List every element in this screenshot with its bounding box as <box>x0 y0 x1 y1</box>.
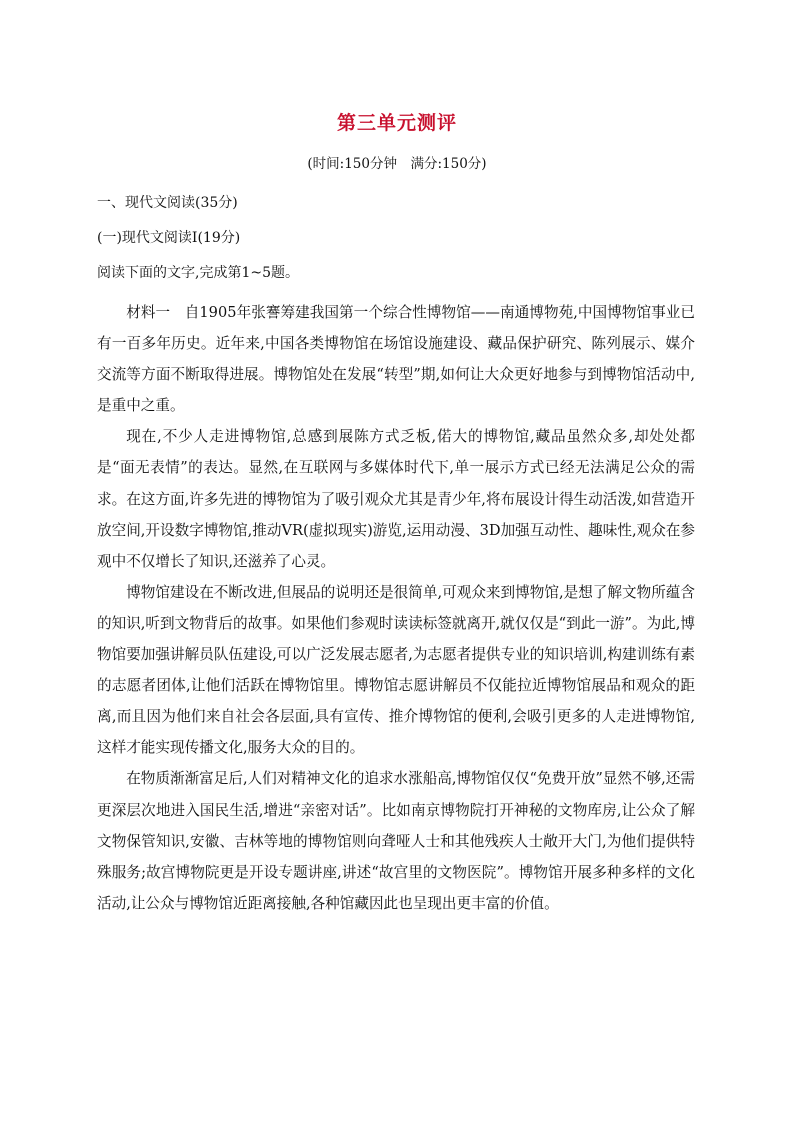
passage-paragraph-2: 现在,不少人走进博物馆,总感到展陈方式乏板,偌大的博物馆,藏品虽然众多,却处处都是“面无表情”的表达。显然,在互联网与多媒体时代下,单一展示方式已经无法满足公众的需求。在这方面,许多先进的博物馆为了吸引观众尤其是青少年,将布展设计得生动活泼,如营造开放空间,开设数字博物馆,推动VR(虚拟现实)游览,运用动漫、3D加强互动性、趣味性,观众在参观中不仅增长了知识,还滋养了心灵。 <box>97 428 695 570</box>
reading-passage <box>97 297 695 919</box>
passage-paragraph-3: 博物馆建设在不断改进,但展品的说明还是很简单,可观众来到博物馆,是想了解文物所蕴含的知识,听到文物背后的故事。如果他们参观时读读标签就离开,就仅仅是“到此一游”。为此,博物馆要加强讲解员队伍建设,可以广泛发展志愿者,为志愿者提供专业的知识培训,构建训练有素的志愿者团体,让他们活跃在博物馆里。博物馆志愿讲解员不仅能拉近博物馆展品和观众的距离,而且因为他们来自社会各层面,具有宣传、推介博物馆的便利,会吸引更多的人走进博物馆,这样才能实现传播文化,服务大众的目的。 <box>97 583 695 757</box>
passage-paragraph-4: 在物质渐渐富足后,人们对精神文化的追求水涨船高,博物馆仅仅“免费开放”显然不够,还需更深层次地进入国民生活,增进“亲密对话”。比如南京博物院打开神秘的文物库房,让公众了解文物保管知识,安徽、吉林等地的博物馆则向聋哑人士和其他残疾人士敞开大门,为他们提供特殊服务;故宫博物院更是开设专题讲座,讲述“故宫里的文物医院”。博物馆开展多种多样的文化活动,让公众与博物馆近距离接触,各种馆藏因此也呈现出更丰富的价值。 <box>97 770 695 912</box>
document-title: 第三单元测评 <box>336 112 457 134</box>
passage-paragraph-1: 材料一 自1905年张謇筹建我国第一个综合性博物馆——南通博物苑,中国博物馆事业已有一百多年历史。近年来,中国各类博物馆在场馆设施建设、藏品保护研究、陈列展示、媒介交流等方面不断取得进展。博物馆处在发展“转型”期,如何让大众更好地参与到博物馆活动中,是重中之重。 <box>97 304 695 415</box>
reading-instruction: 阅读下面的文字,完成第1~5题。 <box>97 265 299 281</box>
subsection-heading: (一)现代文阅读Ⅰ(19分) <box>97 230 241 246</box>
exam-time-score: (时间:150分钟 满分:150分) <box>307 156 487 172</box>
section-heading: 一、现代文阅读(35分) <box>97 195 238 211</box>
